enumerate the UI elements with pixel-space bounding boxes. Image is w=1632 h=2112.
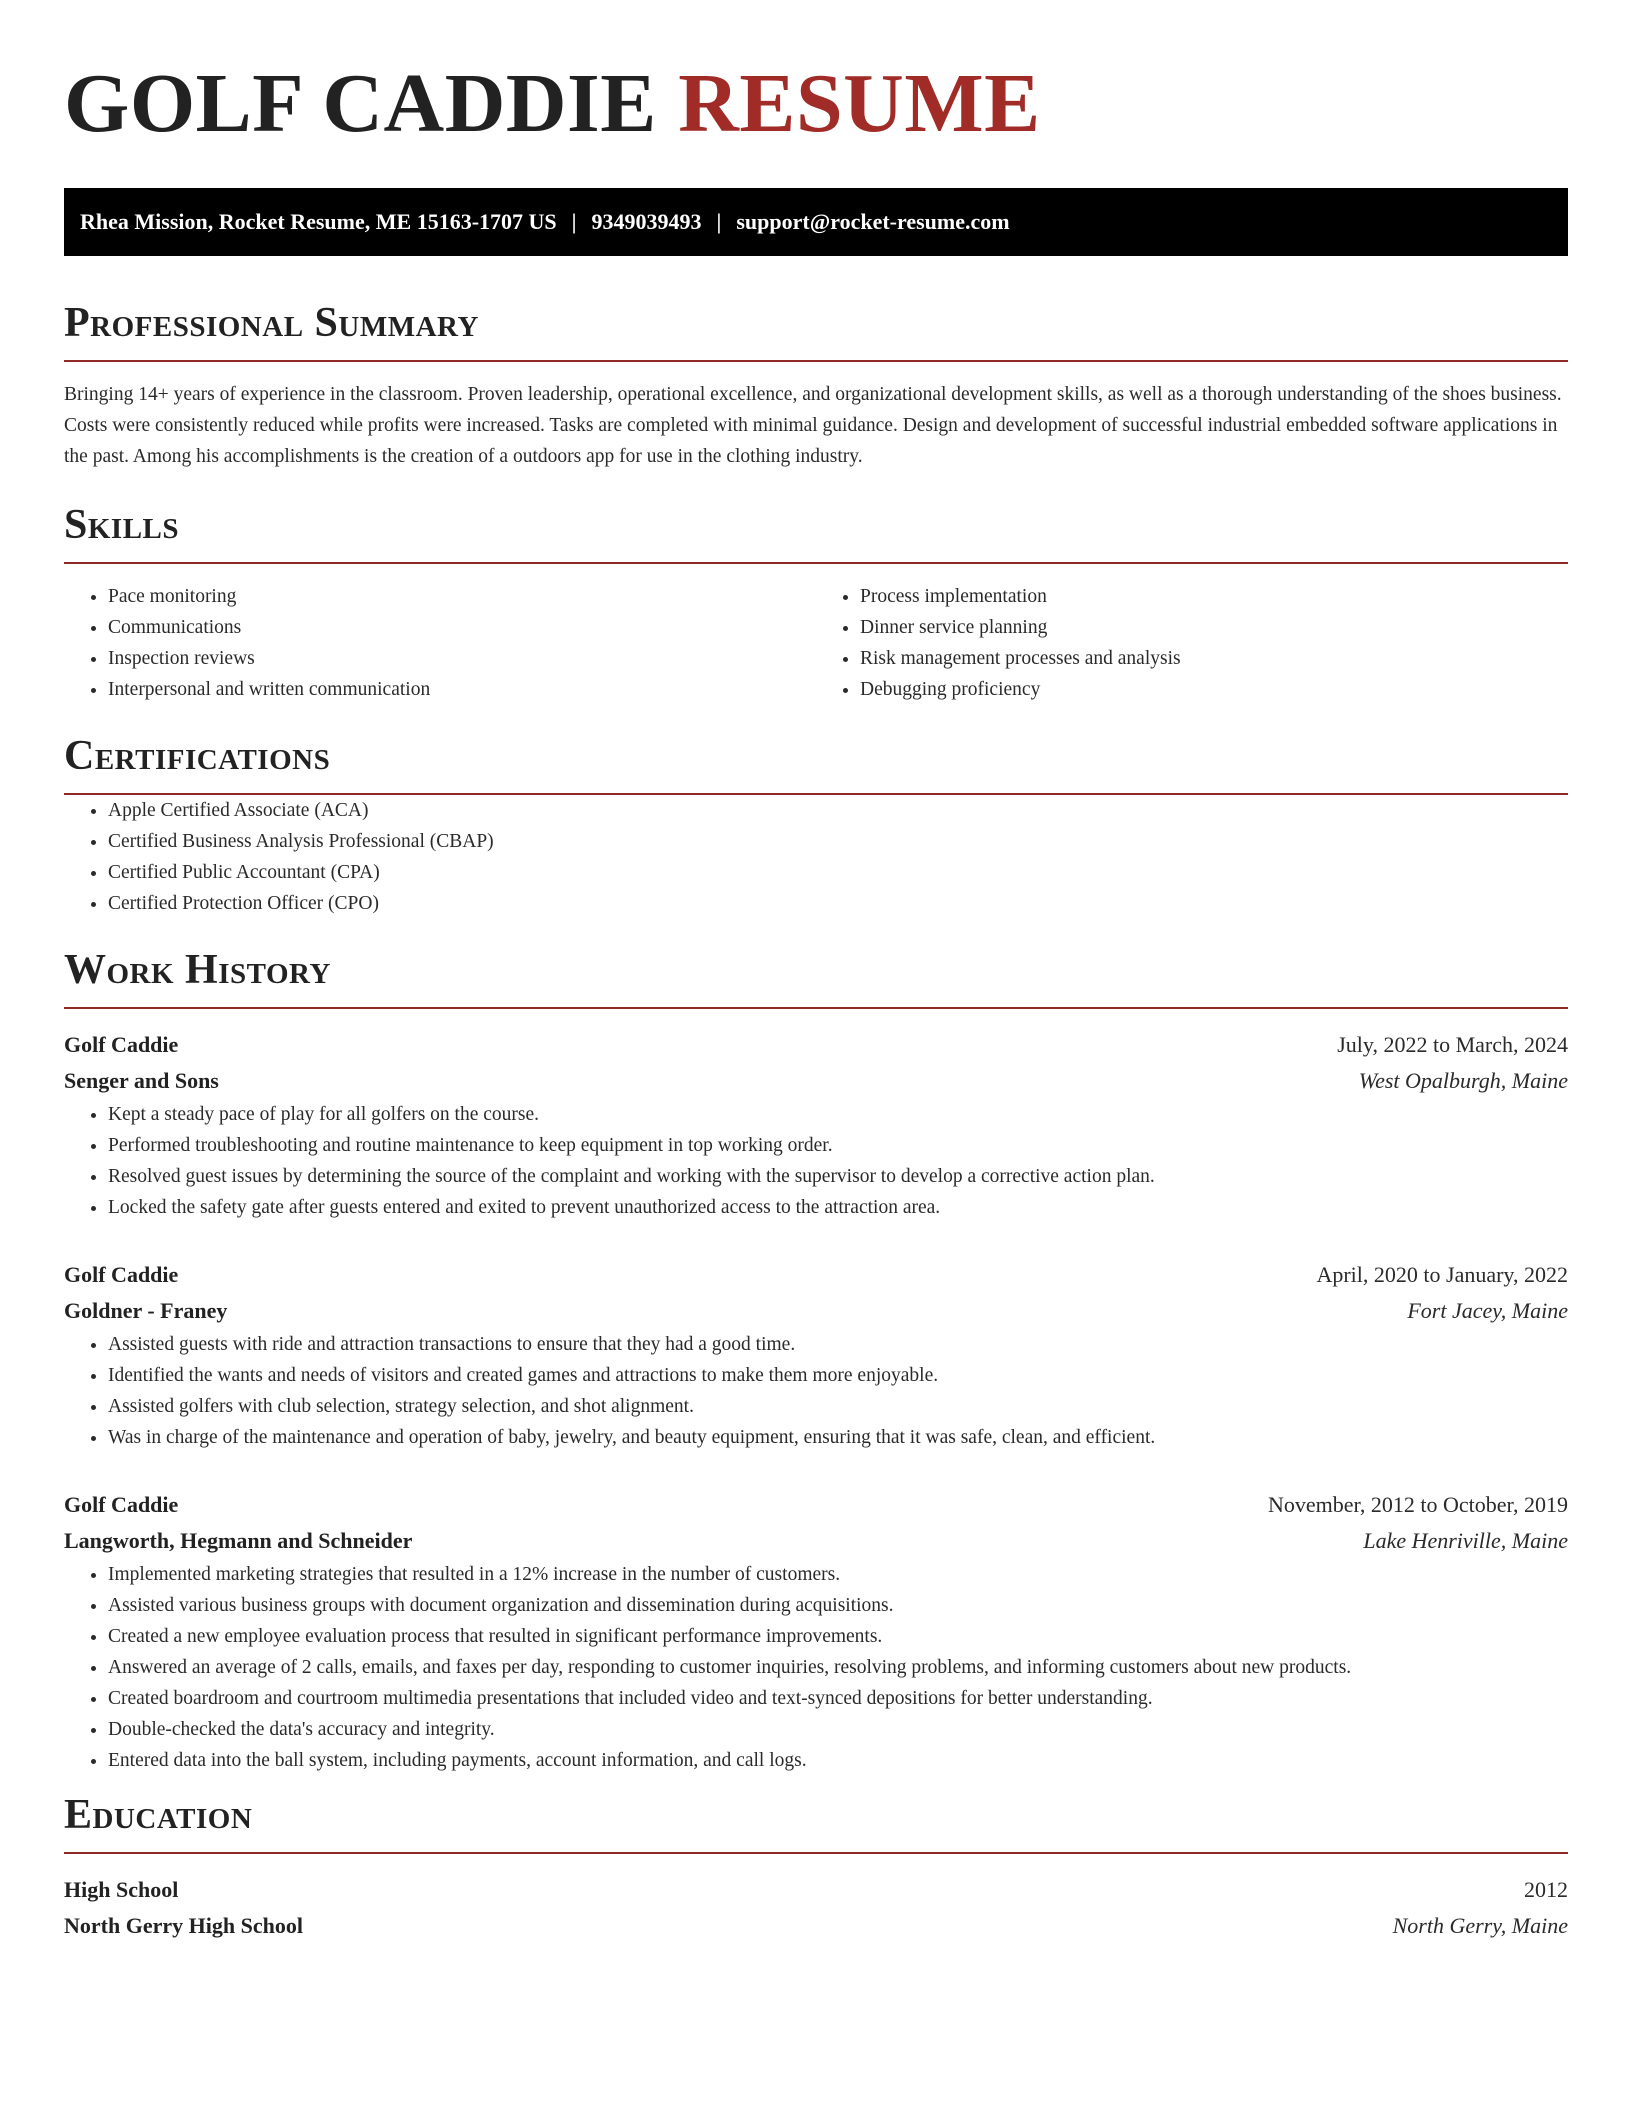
summary-heading: Professional Summary xyxy=(64,300,479,346)
job-duty: • Identified the wants and needs of visitors and created games and attractions to make them more enjoyable. xyxy=(108,1360,1568,1391)
job-duty: • Assisted golfers with club selection, strategy selection, and shot alignment. xyxy=(108,1391,1568,1422)
education-year: 2012 xyxy=(1524,1877,1568,1902)
skills-column-left xyxy=(64,581,816,705)
work-history-heading: Work History xyxy=(64,947,331,993)
skill-item: • Debugging proficiency xyxy=(860,674,1568,705)
certification-item: • Certified Business Analysis Professional (CBAP) xyxy=(108,826,1568,857)
summary-section xyxy=(64,298,1568,472)
contact-address: Rhea Mission, Rocket Resume, ME 15163-1707 US xyxy=(80,209,557,234)
job-duties-list xyxy=(64,1329,1568,1453)
certification-item: • Apple Certified Associate (ACA) xyxy=(108,795,1568,826)
job-title: Golf Caddie xyxy=(64,1032,179,1057)
job-duty: • Assisted guests with ride and attraction transactions to ensure that they had a good time. xyxy=(108,1329,1568,1360)
job-dates: July, 2022 to March, 2024 xyxy=(1337,1032,1568,1057)
job-duty: • Entered data into the ball system, including payments, account information, and call logs. xyxy=(108,1745,1568,1776)
section-divider xyxy=(64,360,1568,362)
job-title-row xyxy=(64,1027,1568,1063)
job-entry xyxy=(64,1027,1568,1223)
certification-item: • Certified Protection Officer (CPO) xyxy=(108,888,1568,919)
job-company-row xyxy=(64,1523,1568,1559)
job-title-row xyxy=(64,1487,1568,1523)
education-entry xyxy=(64,1872,1568,1944)
job-duty: • Assisted various business groups with document organization and dissemination during acquisitions. xyxy=(108,1590,1568,1621)
skill-item: • Process implementation xyxy=(860,581,1568,612)
job-duty: • Double-checked the data's accuracy and integrity. xyxy=(108,1714,1568,1745)
job-dates: April, 2020 to January, 2022 xyxy=(1316,1262,1568,1287)
job-location: Lake Henriville, Maine xyxy=(1363,1528,1568,1553)
certifications-heading: Certifications xyxy=(64,733,331,779)
job-company: Senger and Sons xyxy=(64,1068,219,1093)
certifications-list xyxy=(64,795,1568,919)
job-location: West Opalburgh, Maine xyxy=(1358,1068,1568,1093)
resume-title xyxy=(64,56,1568,152)
summary-text: Bringing 14+ years of experience in the classroom. Proven leadership, operational excellence, and organizational development skills, as well as a thorough understanding of the shoes business. Costs were consistently reduced while profits were increased. Tasks are completed with minimal guidance. Design and development of successful industrial embedded software applications in the past. Among his accomplishments is the creation of a outdoors app for use in the clothing industry. xyxy=(64,384,1562,467)
job-duty: • Answered an average of 2 calls, emails, and faxes per day, responding to customer inquiries, resolving problems, and informing customers about new products. xyxy=(108,1652,1568,1683)
job-location: Fort Jacey, Maine xyxy=(1407,1298,1568,1323)
skills-list-right xyxy=(816,581,1568,705)
skill-item: • Dinner service planning xyxy=(860,612,1568,643)
certifications-section xyxy=(64,731,1568,919)
certification-item: • Certified Public Accountant (CPA) xyxy=(108,857,1568,888)
skills-section xyxy=(64,500,1568,705)
job-title-row xyxy=(64,1257,1568,1293)
contact-separator: | xyxy=(716,209,722,234)
skill-item: • Interpersonal and written communication xyxy=(108,674,816,705)
job-title: Golf Caddie xyxy=(64,1262,179,1287)
title-main: GOLF CADDIE xyxy=(64,57,657,150)
section-divider xyxy=(64,1852,1568,1854)
skill-item: • Inspection reviews xyxy=(108,643,816,674)
job-company-row xyxy=(64,1293,1568,1329)
education-degree-row xyxy=(64,1872,1568,1908)
job-entry xyxy=(64,1257,1568,1453)
education-location: North Gerry, Maine xyxy=(1392,1913,1568,1938)
job-duties-list xyxy=(64,1099,1568,1223)
education-degree: High School xyxy=(64,1877,179,1902)
education-section xyxy=(64,1790,1568,1944)
education-school: North Gerry High School xyxy=(64,1913,303,1938)
job-entry xyxy=(64,1487,1568,1776)
title-accent: RESUME xyxy=(678,57,1041,150)
job-duty: • Created boardroom and courtroom multimedia presentations that included video and text-synced depositions for better understanding. xyxy=(108,1683,1568,1714)
skill-item: • Risk management processes and analysis xyxy=(860,643,1568,674)
contact-separator: | xyxy=(571,209,577,234)
job-duty: • Was in charge of the maintenance and operation of baby, jewelry, and beauty equipment, ensuring that it was safe, clean, and efficient. xyxy=(108,1422,1568,1453)
job-company-row xyxy=(64,1063,1568,1099)
job-duty: • Created a new employee evaluation process that resulted in significant performance improvements. xyxy=(108,1621,1568,1652)
skill-item: • Pace monitoring xyxy=(108,581,816,612)
education-school-row xyxy=(64,1908,1568,1944)
work-history-section xyxy=(64,945,1568,1776)
section-divider xyxy=(64,562,1568,564)
section-divider xyxy=(64,1007,1568,1009)
job-duty: • Resolved guest issues by determining the source of the complaint and working with the supervisor to develop a corrective action plan. xyxy=(108,1161,1568,1192)
job-duties-list xyxy=(64,1559,1568,1776)
contact-email: support@rocket-resume.com xyxy=(736,209,1010,234)
skills-heading: Skills xyxy=(64,502,180,548)
contact-bar xyxy=(64,188,1568,256)
job-company: Goldner - Franey xyxy=(64,1298,228,1323)
contact-phone: 9349039493 xyxy=(591,209,702,234)
skill-item: • Communications xyxy=(108,612,816,643)
education-heading: Education xyxy=(64,1792,253,1838)
job-dates: November, 2012 to October, 2019 xyxy=(1267,1492,1568,1517)
job-company: Langworth, Hegmann and Schneider xyxy=(64,1528,413,1553)
job-duty: • Performed troubleshooting and routine maintenance to keep equipment in top working order. xyxy=(108,1130,1568,1161)
job-duty: • Locked the safety gate after guests entered and exited to prevent unauthorized access to the attraction area. xyxy=(108,1192,1568,1223)
job-title: Golf Caddie xyxy=(64,1492,179,1517)
job-duty: • Kept a steady pace of play for all golfers on the course. xyxy=(108,1099,1568,1130)
job-duty: • Implemented marketing strategies that resulted in a 12% increase in the number of customers. xyxy=(108,1559,1568,1590)
skills-grid xyxy=(64,581,1568,705)
skills-list-left xyxy=(64,581,816,705)
skills-column-right xyxy=(816,581,1568,705)
